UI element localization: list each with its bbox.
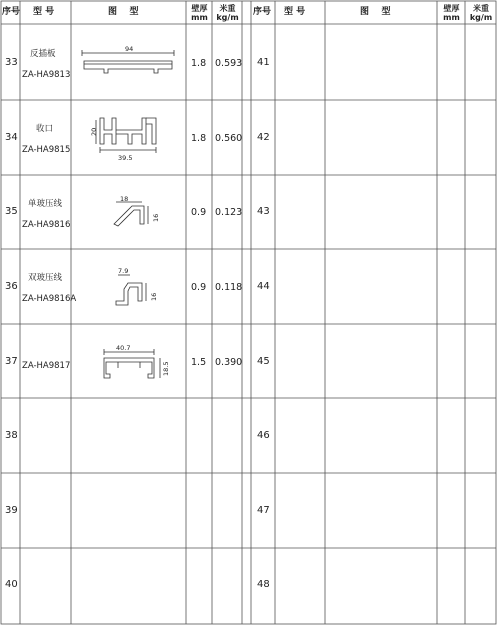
row-number: 41 bbox=[257, 57, 270, 68]
meter-weight: 0.560 bbox=[215, 133, 243, 144]
header-seq: 序号 bbox=[2, 7, 21, 17]
dim-label: 18 bbox=[120, 195, 129, 203]
product-name: 反插板 bbox=[30, 49, 56, 59]
row-number: 40 bbox=[5, 579, 18, 590]
header-weight-right: 米重 kg/m bbox=[469, 4, 493, 22]
dim-label: 40.7 bbox=[116, 344, 131, 352]
meter-weight: 0.118 bbox=[215, 282, 243, 293]
dim-label: 7.9 bbox=[118, 267, 129, 275]
row-number: 42 bbox=[257, 132, 270, 143]
wall-thickness: 1.8 bbox=[191, 58, 207, 69]
dim-label: 18.5 bbox=[162, 361, 170, 376]
product-name: 收口 bbox=[36, 124, 54, 134]
profile-drawing-9817 bbox=[98, 342, 170, 384]
row-number: 33 bbox=[5, 57, 18, 68]
product-name: 单玻压线 bbox=[28, 199, 63, 209]
product-code: ZA-HA9817 bbox=[22, 361, 71, 371]
row-number: 44 bbox=[257, 281, 270, 292]
meter-weight: 0.593 bbox=[215, 58, 243, 69]
dim-label: 16 bbox=[152, 213, 160, 222]
row-number: 46 bbox=[257, 430, 270, 441]
dim-label: 16 bbox=[150, 292, 158, 301]
row-number: 45 bbox=[257, 356, 270, 367]
product-name: 双玻压线 bbox=[28, 273, 63, 283]
dim-label: 20 bbox=[90, 127, 98, 136]
header-wall: 壁厚 mm bbox=[191, 4, 208, 22]
header-weight: 米重 kg/m bbox=[216, 4, 239, 22]
dim-label: 94 bbox=[125, 45, 134, 53]
row-number: 39 bbox=[5, 505, 18, 516]
profile-drawing-9816 bbox=[104, 194, 160, 234]
profile-drawing-9813 bbox=[78, 45, 182, 81]
header-figure-right: 图 型 bbox=[360, 7, 391, 17]
wall-thickness: 1.5 bbox=[191, 357, 207, 368]
wall-thickness: 1.8 bbox=[191, 133, 207, 144]
row-number: 37 bbox=[5, 356, 18, 367]
product-code: ZA-HA9816 bbox=[22, 220, 71, 230]
wall-thickness: 0.9 bbox=[191, 282, 207, 293]
header-wall-right: 壁厚 mm bbox=[443, 4, 460, 22]
profile-drawing-9815 bbox=[86, 114, 166, 162]
header-figure: 图 型 bbox=[108, 7, 139, 17]
row-number: 38 bbox=[5, 430, 18, 441]
row-number: 48 bbox=[257, 579, 270, 590]
wall-thickness: 0.9 bbox=[191, 207, 207, 218]
row-number: 34 bbox=[5, 132, 18, 143]
meter-weight: 0.123 bbox=[215, 207, 243, 218]
profile-drawing-9816a bbox=[104, 265, 156, 311]
row-number: 36 bbox=[5, 281, 18, 292]
product-code: ZA-HA9816A bbox=[22, 294, 77, 304]
dim-label: 39.5 bbox=[118, 154, 133, 162]
row-number: 35 bbox=[5, 206, 18, 217]
product-code: ZA-HA9815 bbox=[22, 145, 71, 155]
header-model: 型 号 bbox=[33, 7, 55, 17]
row-number: 43 bbox=[257, 206, 270, 217]
header-model-right: 型 号 bbox=[284, 7, 306, 17]
meter-weight: 0.390 bbox=[215, 357, 243, 368]
row-number: 47 bbox=[257, 505, 270, 516]
product-code: ZA-HA9813 bbox=[22, 70, 71, 80]
header-seq-right: 序号 bbox=[253, 7, 272, 17]
